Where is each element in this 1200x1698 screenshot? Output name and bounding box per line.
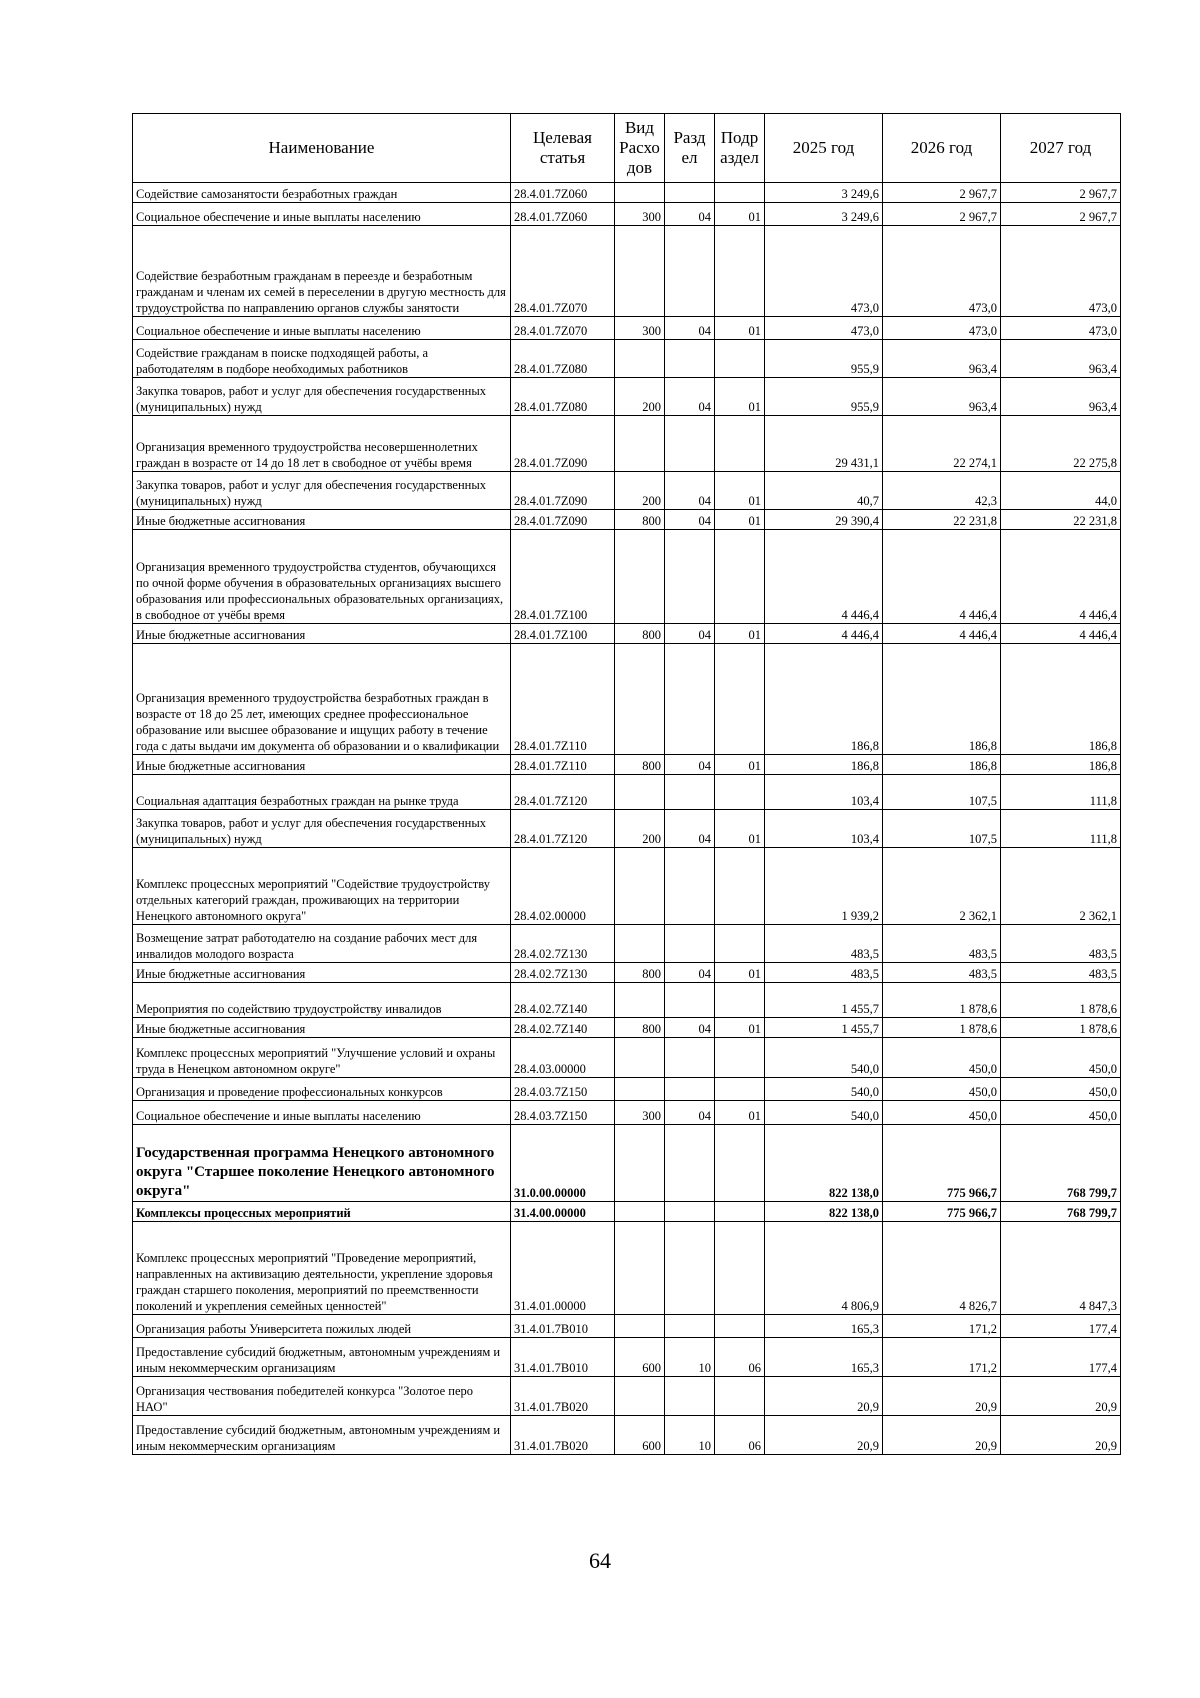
- row-value-2026: 171,2: [883, 1338, 1001, 1377]
- row-subsection: [715, 925, 765, 963]
- row-expense-type: [615, 183, 665, 203]
- row-subsection: [715, 416, 765, 472]
- row-target-article: 28.4.01.7Z110: [511, 644, 615, 755]
- row-value-2027: 1 878,6: [1001, 1018, 1121, 1038]
- row-target-article: 28.4.01.7Z120: [511, 810, 615, 848]
- row-section: [665, 1038, 715, 1078]
- row-value-2025: 540,0: [765, 1038, 883, 1078]
- row-value-2025: 1 455,7: [765, 983, 883, 1018]
- row-value-2027: 4 446,4: [1001, 624, 1121, 644]
- row-value-2027: 483,5: [1001, 925, 1121, 963]
- row-target-article: 28.4.01.7Z060: [511, 203, 615, 226]
- row-name: Иные бюджетные ассигнования: [133, 510, 511, 530]
- row-name: Организация временного трудоустройства несовершеннолетних граждан в возрасте от 14 до 18 лет в свободное от учёбы время: [133, 416, 511, 472]
- row-section: 04: [665, 317, 715, 340]
- row-target-article: 28.4.01.7Z090: [511, 472, 615, 510]
- row-name: Содействие самозанятости безработных граждан: [133, 183, 511, 203]
- row-subsection: [715, 1038, 765, 1078]
- row-subsection: [715, 848, 765, 925]
- row-value-2027: 963,4: [1001, 378, 1121, 416]
- row-value-2026: 1 878,6: [883, 983, 1001, 1018]
- row-section: 04: [665, 755, 715, 775]
- row-target-article: 28.4.03.00000: [511, 1038, 615, 1078]
- row-target-article: 28.4.01.7Z060: [511, 183, 615, 203]
- table-row: [133, 1038, 1121, 1078]
- row-value-2025: 1 455,7: [765, 1018, 883, 1038]
- row-name: Государственная программа Ненецкого автономного округа "Старшее поколение Ненецкого автономного округа": [133, 1125, 511, 1202]
- row-name: Иные бюджетные ассигнования: [133, 963, 511, 983]
- row-expense-type: [615, 226, 665, 317]
- row-expense-type: 300: [615, 1101, 665, 1125]
- row-section: [665, 416, 715, 472]
- row-section: 04: [665, 203, 715, 226]
- row-target-article: 28.4.01.7Z070: [511, 226, 615, 317]
- row-value-2027: 177,4: [1001, 1338, 1121, 1377]
- row-subsection: 01: [715, 1101, 765, 1125]
- row-value-2025: 186,8: [765, 644, 883, 755]
- row-subsection: [715, 1222, 765, 1315]
- row-subsection: [715, 530, 765, 624]
- row-section: [665, 848, 715, 925]
- row-name: Социальная адаптация безработных граждан на рынке труда: [133, 775, 511, 810]
- row-expense-type: [615, 416, 665, 472]
- row-section: 04: [665, 472, 715, 510]
- row-target-article: 31.4.01.7B010: [511, 1315, 615, 1338]
- table-row: [133, 416, 1121, 472]
- row-subsection: [715, 1078, 765, 1101]
- row-value-2026: 186,8: [883, 755, 1001, 775]
- row-name: Организация временного трудоустройства студентов, обучающихся по очной форме обучения в образовательных организациях высшего образования или профессиональных образовательных организациях, в свободное от учёбы время: [133, 530, 511, 624]
- row-expense-type: 800: [615, 963, 665, 983]
- row-value-2027: 450,0: [1001, 1038, 1121, 1078]
- row-value-2026: 963,4: [883, 378, 1001, 416]
- row-expense-type: 200: [615, 378, 665, 416]
- row-value-2025: 822 138,0: [765, 1125, 883, 1202]
- header-year-2025: 2025 год: [765, 114, 883, 183]
- table-row: [133, 1416, 1121, 1455]
- row-target-article: 28.4.02.7Z130: [511, 925, 615, 963]
- row-section: [665, 1377, 715, 1416]
- row-value-2025: 165,3: [765, 1315, 883, 1338]
- row-value-2026: 22 231,8: [883, 510, 1001, 530]
- row-value-2027: 177,4: [1001, 1315, 1121, 1338]
- row-subsection: [715, 983, 765, 1018]
- row-value-2026: 2 967,7: [883, 183, 1001, 203]
- row-value-2027: 768 799,7: [1001, 1125, 1121, 1202]
- row-target-article: 31.4.01.7B020: [511, 1416, 615, 1455]
- row-expense-type: [615, 644, 665, 755]
- row-expense-type: 800: [615, 1018, 665, 1038]
- table-header-row: [133, 114, 1121, 183]
- table-row: [133, 810, 1121, 848]
- table-row: [133, 1078, 1121, 1101]
- row-subsection: 06: [715, 1338, 765, 1377]
- row-value-2026: 473,0: [883, 226, 1001, 317]
- row-target-article: 28.4.02.00000: [511, 848, 615, 925]
- header-expense-type: Вид Расхо дов: [615, 114, 665, 183]
- row-expense-type: [615, 848, 665, 925]
- row-expense-type: 600: [615, 1338, 665, 1377]
- row-value-2025: 40,7: [765, 472, 883, 510]
- row-expense-type: [615, 1222, 665, 1315]
- row-target-article: 28.4.03.7Z150: [511, 1101, 615, 1125]
- row-value-2025: 540,0: [765, 1078, 883, 1101]
- row-value-2026: 775 966,7: [883, 1125, 1001, 1202]
- row-target-article: 28.4.02.7Z130: [511, 963, 615, 983]
- row-target-article: 31.4.00.00000: [511, 1202, 615, 1222]
- row-value-2025: 483,5: [765, 963, 883, 983]
- row-target-article: 28.4.01.7Z090: [511, 510, 615, 530]
- row-section: [665, 1315, 715, 1338]
- row-section: [665, 1222, 715, 1315]
- row-target-article: 28.4.01.7Z080: [511, 378, 615, 416]
- header-target-article: Целевая статья: [511, 114, 615, 183]
- row-section: [665, 775, 715, 810]
- row-value-2025: 4 446,4: [765, 624, 883, 644]
- row-section: 04: [665, 624, 715, 644]
- row-expense-type: [615, 340, 665, 378]
- row-section: [665, 1125, 715, 1202]
- row-value-2027: 4 446,4: [1001, 530, 1121, 624]
- row-value-2027: 20,9: [1001, 1377, 1121, 1416]
- row-value-2026: 42,3: [883, 472, 1001, 510]
- table-row: [133, 530, 1121, 624]
- row-subsection: [715, 775, 765, 810]
- row-value-2026: 4 446,4: [883, 530, 1001, 624]
- table-row: [133, 340, 1121, 378]
- row-value-2025: 955,9: [765, 340, 883, 378]
- row-value-2026: 22 274,1: [883, 416, 1001, 472]
- table-row: [133, 1315, 1121, 1338]
- row-value-2026: 171,2: [883, 1315, 1001, 1338]
- row-name: Социальное обеспечение и иные выплаты населению: [133, 317, 511, 340]
- row-value-2026: 4 826,7: [883, 1222, 1001, 1315]
- row-expense-type: [615, 1377, 665, 1416]
- row-expense-type: [615, 1078, 665, 1101]
- row-expense-type: 300: [615, 317, 665, 340]
- row-value-2027: 186,8: [1001, 755, 1121, 775]
- row-value-2026: 107,5: [883, 810, 1001, 848]
- row-name: Предоставление субсидий бюджетным, автономным учреждениям и иным некоммерческим организациям: [133, 1416, 511, 1455]
- table-row: [133, 183, 1121, 203]
- row-target-article: 28.4.01.7Z120: [511, 775, 615, 810]
- row-value-2025: 473,0: [765, 226, 883, 317]
- row-value-2027: 44,0: [1001, 472, 1121, 510]
- row-value-2025: 20,9: [765, 1416, 883, 1455]
- header-subsection: Подр аздел: [715, 114, 765, 183]
- row-section: [665, 226, 715, 317]
- table-row: [133, 925, 1121, 963]
- table-row: [133, 1101, 1121, 1125]
- row-name: Комплексы процессных мероприятий: [133, 1202, 511, 1222]
- row-value-2026: 1 878,6: [883, 1018, 1001, 1038]
- row-name: Организация и проведение профессиональных конкурсов: [133, 1078, 511, 1101]
- row-value-2026: 20,9: [883, 1416, 1001, 1455]
- row-expense-type: 300: [615, 203, 665, 226]
- row-target-article: 31.0.00.00000: [511, 1125, 615, 1202]
- row-value-2027: 4 847,3: [1001, 1222, 1121, 1315]
- row-value-2025: 103,4: [765, 810, 883, 848]
- row-subsection: [715, 1125, 765, 1202]
- row-name: Организация временного трудоустройства безработных граждан в возрасте от 18 до 25 лет, имеющих среднее профессиональное образование или высшее образование и ищущих работу в течение года с даты выдачи им документа об образовании и о квалификации: [133, 644, 511, 755]
- row-name: Комплекс процессных мероприятий "Улучшение условий и охраны труда в Ненецком автономном округе": [133, 1038, 511, 1078]
- row-expense-type: [615, 530, 665, 624]
- row-value-2026: 2 362,1: [883, 848, 1001, 925]
- row-expense-type: [615, 1125, 665, 1202]
- row-value-2025: 473,0: [765, 317, 883, 340]
- row-value-2025: 4 806,9: [765, 1222, 883, 1315]
- row-section: 04: [665, 510, 715, 530]
- row-subsection: 01: [715, 1018, 765, 1038]
- row-value-2025: 4 446,4: [765, 530, 883, 624]
- row-value-2026: 186,8: [883, 644, 1001, 755]
- row-name: Предоставление субсидий бюджетным, автономным учреждениям и иным некоммерческим организациям: [133, 1338, 511, 1377]
- row-value-2027: 450,0: [1001, 1101, 1121, 1125]
- row-value-2026: 473,0: [883, 317, 1001, 340]
- row-section: [665, 340, 715, 378]
- row-section: 10: [665, 1416, 715, 1455]
- row-name: Социальное обеспечение и иные выплаты населению: [133, 1101, 511, 1125]
- row-target-article: 28.4.01.7Z090: [511, 416, 615, 472]
- row-subsection: 01: [715, 317, 765, 340]
- row-subsection: [715, 1315, 765, 1338]
- row-value-2025: 540,0: [765, 1101, 883, 1125]
- row-value-2027: 1 878,6: [1001, 983, 1121, 1018]
- budget-table: [132, 113, 1121, 1455]
- row-subsection: [715, 183, 765, 203]
- row-subsection: 01: [715, 963, 765, 983]
- row-target-article: 28.4.02.7Z140: [511, 983, 615, 1018]
- table-row: [133, 1018, 1121, 1038]
- row-value-2027: 186,8: [1001, 644, 1121, 755]
- row-value-2027: 2 967,7: [1001, 203, 1121, 226]
- row-name: Организация чествования победителей конкурса "Золотое перо НАО": [133, 1377, 511, 1416]
- row-value-2026: 107,5: [883, 775, 1001, 810]
- row-value-2025: 3 249,6: [765, 183, 883, 203]
- row-subsection: [715, 1202, 765, 1222]
- row-section: 04: [665, 963, 715, 983]
- row-subsection: [715, 226, 765, 317]
- row-name: Закупка товаров, работ и услуг для обеспечения государственных (муниципальных) нужд: [133, 472, 511, 510]
- header-section: Разд ел: [665, 114, 715, 183]
- row-name: Закупка товаров, работ и услуг для обеспечения государственных (муниципальных) нужд: [133, 378, 511, 416]
- row-value-2027: 111,8: [1001, 775, 1121, 810]
- table-row: [133, 848, 1121, 925]
- row-expense-type: 800: [615, 755, 665, 775]
- row-value-2027: 768 799,7: [1001, 1202, 1121, 1222]
- row-value-2026: 483,5: [883, 963, 1001, 983]
- row-section: [665, 983, 715, 1018]
- row-name: Возмещение затрат работодателю на создание рабочих мест для инвалидов молодого возраста: [133, 925, 511, 963]
- row-subsection: 01: [715, 624, 765, 644]
- row-value-2027: 20,9: [1001, 1416, 1121, 1455]
- row-subsection: 01: [715, 203, 765, 226]
- row-expense-type: 800: [615, 510, 665, 530]
- row-subsection: 01: [715, 472, 765, 510]
- row-value-2025: 3 249,6: [765, 203, 883, 226]
- table-row: [133, 510, 1121, 530]
- row-section: 04: [665, 378, 715, 416]
- header-name: Наименование: [133, 114, 511, 183]
- row-value-2027: 2 967,7: [1001, 183, 1121, 203]
- row-name: Содействие гражданам в поиске подходящей работы, а работодателям в подборе необходимых работников: [133, 340, 511, 378]
- row-section: 04: [665, 1018, 715, 1038]
- row-value-2027: 111,8: [1001, 810, 1121, 848]
- row-expense-type: [615, 983, 665, 1018]
- row-subsection: 01: [715, 755, 765, 775]
- row-value-2025: 29 431,1: [765, 416, 883, 472]
- row-expense-type: 200: [615, 472, 665, 510]
- row-value-2026: 20,9: [883, 1377, 1001, 1416]
- row-subsection: 01: [715, 378, 765, 416]
- row-subsection: 01: [715, 510, 765, 530]
- row-expense-type: [615, 775, 665, 810]
- table-row: [133, 963, 1121, 983]
- row-target-article: 28.4.02.7Z140: [511, 1018, 615, 1038]
- row-value-2026: 963,4: [883, 340, 1001, 378]
- row-name: Иные бюджетные ассигнования: [133, 755, 511, 775]
- row-expense-type: 600: [615, 1416, 665, 1455]
- row-value-2025: 103,4: [765, 775, 883, 810]
- row-section: [665, 1078, 715, 1101]
- table-row: [133, 226, 1121, 317]
- row-name: Содействие безработным гражданам в переезде и безработным гражданам и членам их семей в переселении в другую местность для трудоустройства по направлению органов службы занятости: [133, 226, 511, 317]
- row-target-article: 28.4.01.7Z080: [511, 340, 615, 378]
- table-row: [133, 472, 1121, 510]
- row-value-2027: 2 362,1: [1001, 848, 1121, 925]
- row-section: [665, 183, 715, 203]
- row-name: Иные бюджетные ассигнования: [133, 1018, 511, 1038]
- row-value-2025: 483,5: [765, 925, 883, 963]
- row-name: Мероприятия по содействию трудоустройству инвалидов: [133, 983, 511, 1018]
- row-subsection: 01: [715, 810, 765, 848]
- row-target-article: 28.4.01.7Z100: [511, 624, 615, 644]
- row-value-2025: 822 138,0: [765, 1202, 883, 1222]
- row-expense-type: [615, 1202, 665, 1222]
- row-value-2025: 955,9: [765, 378, 883, 416]
- row-section: 04: [665, 810, 715, 848]
- table-row: [133, 755, 1121, 775]
- row-value-2027: 963,4: [1001, 340, 1121, 378]
- row-value-2027: 483,5: [1001, 963, 1121, 983]
- table-row: [133, 644, 1121, 755]
- row-value-2026: 450,0: [883, 1101, 1001, 1125]
- row-target-article: 28.4.01.7Z110: [511, 755, 615, 775]
- row-name: Социальное обеспечение и иные выплаты населению: [133, 203, 511, 226]
- row-value-2027: 473,0: [1001, 317, 1121, 340]
- table-row: [133, 624, 1121, 644]
- row-target-article: 28.4.01.7Z100: [511, 530, 615, 624]
- row-expense-type: [615, 925, 665, 963]
- row-section: [665, 1202, 715, 1222]
- row-value-2027: 22 231,8: [1001, 510, 1121, 530]
- table-row: [133, 983, 1121, 1018]
- row-value-2025: 1 939,2: [765, 848, 883, 925]
- row-expense-type: 200: [615, 810, 665, 848]
- row-target-article: 28.4.03.7Z150: [511, 1078, 615, 1101]
- row-subsection: [715, 644, 765, 755]
- row-expense-type: 800: [615, 624, 665, 644]
- table-row: [133, 1202, 1121, 1222]
- table-row: [133, 1125, 1121, 1202]
- row-value-2026: 483,5: [883, 925, 1001, 963]
- row-target-article: 31.4.01.7B010: [511, 1338, 615, 1377]
- table-row: [133, 1377, 1121, 1416]
- row-target-article: 31.4.01.00000: [511, 1222, 615, 1315]
- row-value-2025: 165,3: [765, 1338, 883, 1377]
- row-name: Иные бюджетные ассигнования: [133, 624, 511, 644]
- row-value-2025: 29 390,4: [765, 510, 883, 530]
- row-name: Комплекс процессных мероприятий "Проведение мероприятий, направленных на активизацию деятельности, укрепление здоровья граждан старшего поколения, мероприятий по преемственности поколений и укрепления семейных ценностей": [133, 1222, 511, 1315]
- row-section: 04: [665, 1101, 715, 1125]
- page-number: 64: [589, 1548, 611, 1573]
- table-row: [133, 378, 1121, 416]
- row-subsection: [715, 340, 765, 378]
- row-value-2026: 775 966,7: [883, 1202, 1001, 1222]
- header-year-2026: 2026 год: [883, 114, 1001, 183]
- row-name: Комплекс процессных мероприятий "Содействие трудоустройству отдельных категорий граждан, проживающих на территории Ненецкого автономного округа": [133, 848, 511, 925]
- row-subsection: [715, 1377, 765, 1416]
- row-value-2026: 4 446,4: [883, 624, 1001, 644]
- table-row: [133, 203, 1121, 226]
- row-section: [665, 530, 715, 624]
- row-section: 10: [665, 1338, 715, 1377]
- row-value-2027: 450,0: [1001, 1078, 1121, 1101]
- row-value-2026: 450,0: [883, 1078, 1001, 1101]
- row-expense-type: [615, 1038, 665, 1078]
- table-row: [133, 1222, 1121, 1315]
- table-row: [133, 775, 1121, 810]
- row-section: [665, 925, 715, 963]
- table-row: [133, 317, 1121, 340]
- row-target-article: 31.4.01.7B020: [511, 1377, 615, 1416]
- row-expense-type: [615, 1315, 665, 1338]
- row-value-2026: 2 967,7: [883, 203, 1001, 226]
- row-value-2026: 450,0: [883, 1038, 1001, 1078]
- row-value-2027: 473,0: [1001, 226, 1121, 317]
- row-target-article: 28.4.01.7Z070: [511, 317, 615, 340]
- row-subsection: 06: [715, 1416, 765, 1455]
- row-value-2027: 22 275,8: [1001, 416, 1121, 472]
- table-row: [133, 1338, 1121, 1377]
- header-year-2027: 2027 год: [1001, 114, 1121, 183]
- row-value-2025: 20,9: [765, 1377, 883, 1416]
- row-section: [665, 644, 715, 755]
- row-name: Закупка товаров, работ и услуг для обеспечения государственных (муниципальных) нужд: [133, 810, 511, 848]
- row-name: Организация работы Университета пожилых людей: [133, 1315, 511, 1338]
- row-value-2025: 186,8: [765, 755, 883, 775]
